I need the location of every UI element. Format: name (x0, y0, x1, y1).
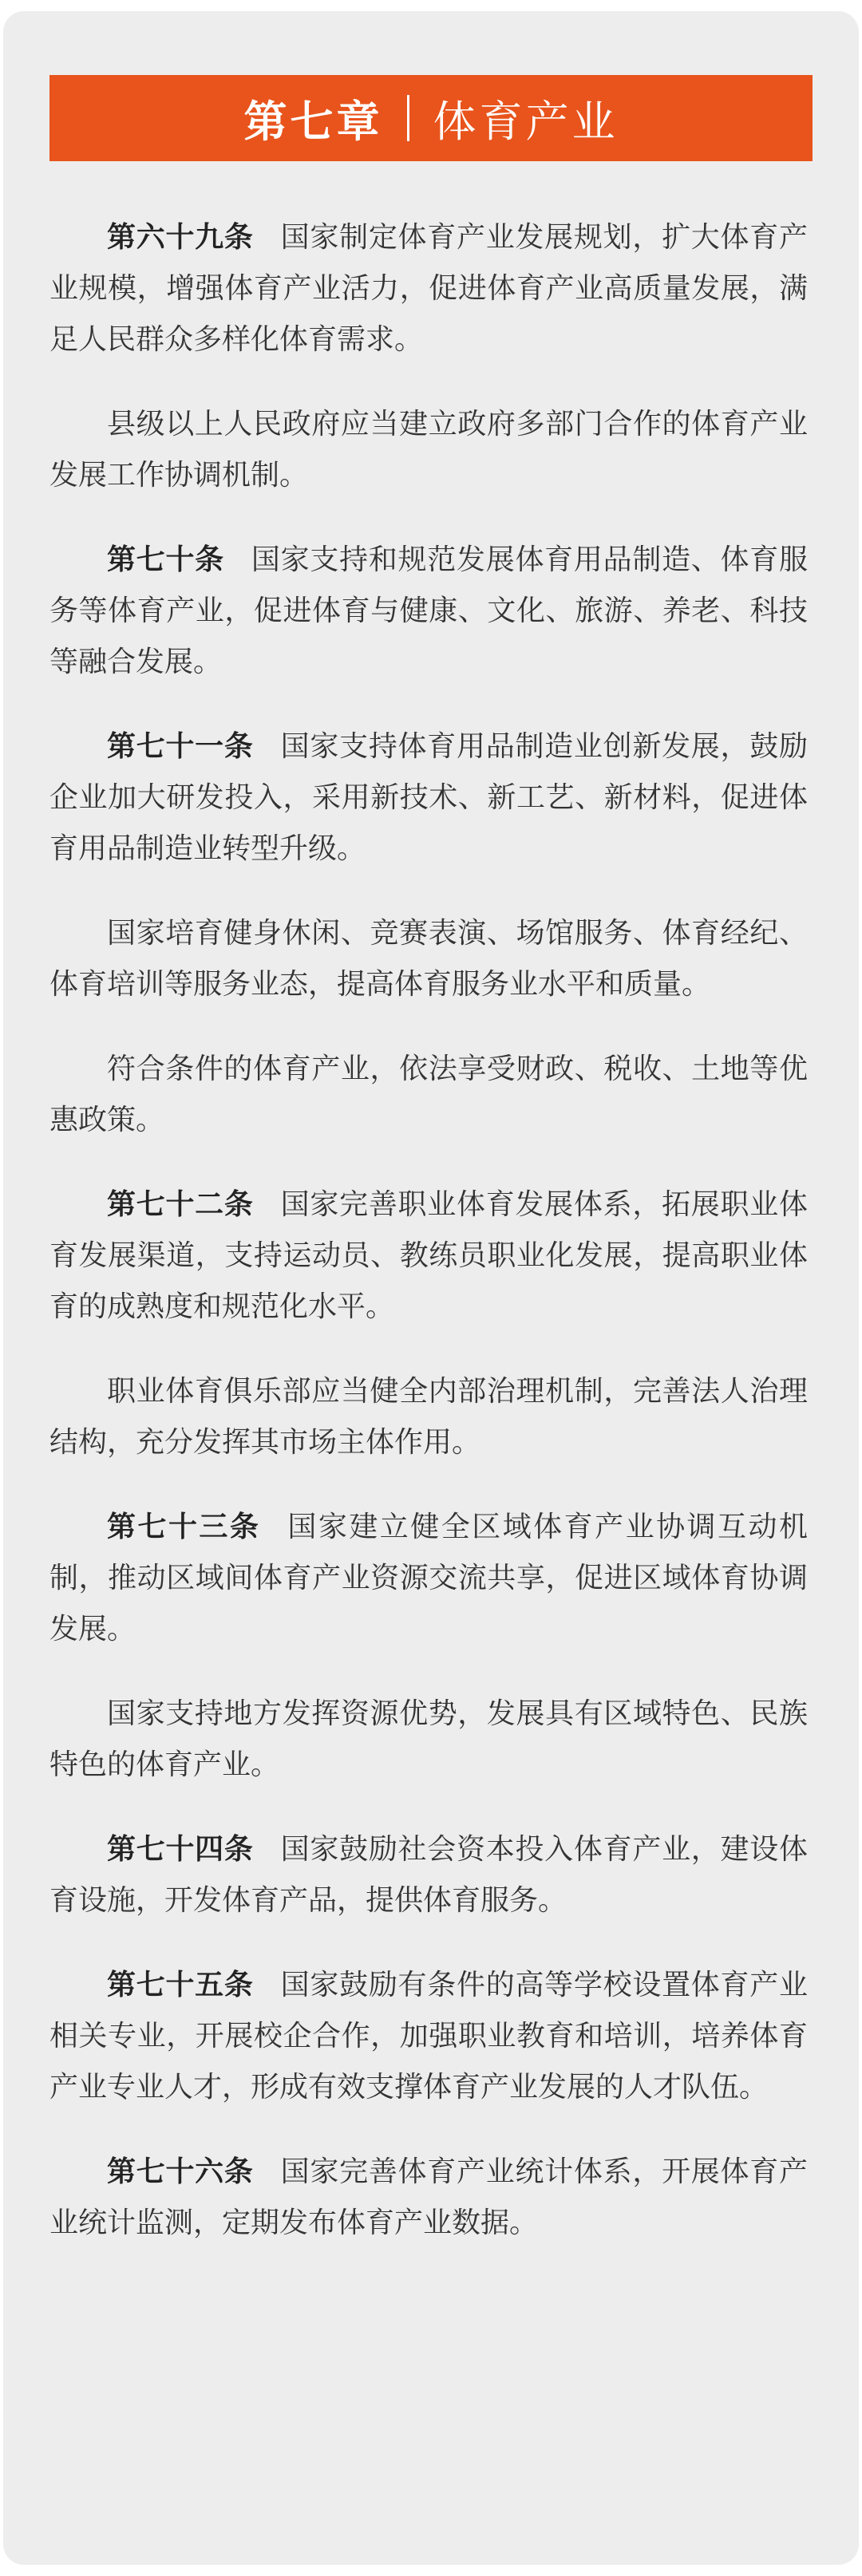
chapter-number: 第七章 (243, 96, 383, 147)
paragraph (49, 535, 808, 688)
paragraph-text: 国家制定体育产业发展规划，扩大体育产业规模，增强体育产业活力，促进体育产业高质量发展，满足人民群众多样化体育需求。 (49, 221, 808, 356)
paragraph (49, 721, 808, 875)
paragraph (49, 399, 808, 501)
paragraph (49, 1502, 808, 1655)
paragraph (49, 1366, 808, 1468)
paragraph (49, 1044, 808, 1146)
article-number: 第七十三条 (107, 1511, 261, 1543)
paragraph-text: 国家支持地方发挥资源优势，发展具有区域特色、民族特色的体育产业。 (49, 1697, 808, 1781)
paragraph (49, 1179, 808, 1333)
paragraph-text: 国家完善体育产业统计体系，开展体育产业统计监测，定期发布体育产业数据。 (49, 2155, 808, 2239)
paragraph-text: 国家建立健全区域体育产业协调互动机制，推动区域间体育产业资源交流共享，促进区域体育协调发展。 (49, 1511, 808, 1646)
chapter-title: 体育产业 (433, 96, 619, 147)
paragraph-text: 国家支持和规范发展体育用品制造、体育服务等体育产业，促进体育与健康、文化、旅游、养老、科技等融合发展。 (49, 543, 808, 678)
paragraph-text: 国家鼓励有条件的高等学校设置体育产业相关专业，开展校企合作，加强职业教育和培训，培养体育产业专业人才，形成有效支撑体育产业发展的人才队伍。 (49, 1969, 808, 2104)
paragraph (49, 1689, 808, 1791)
article-number: 第七十四条 (107, 1833, 254, 1866)
header-divider (407, 95, 409, 141)
article-number: 第七十二条 (107, 1188, 254, 1221)
paragraph (49, 212, 808, 365)
paragraph (49, 1960, 808, 2113)
paragraph-text: 国家鼓励社会资本投入体育产业，建设体育设施，开发体育产品，提供体育服务。 (49, 1833, 808, 1917)
article-number: 第六十九条 (107, 221, 254, 254)
article-number: 第七十条 (107, 543, 224, 576)
article-number: 第七十五条 (107, 1969, 254, 2001)
paragraph-text: 职业体育俱乐部应当健全内部治理机制，完善法人治理结构，充分发挥其市场主体作用。 (49, 1375, 808, 1459)
paragraph-text: 县级以上人民政府应当建立政府多部门合作的体育产业发展工作协调机制。 (49, 408, 808, 492)
chapter-header (49, 75, 813, 161)
article-number: 第七十一条 (107, 730, 254, 763)
paragraph (49, 908, 808, 1010)
article-body (49, 212, 808, 2282)
article-number: 第七十六条 (107, 2155, 254, 2188)
paragraph (49, 2147, 808, 2249)
paragraph-text: 国家支持体育用品制造业创新发展，鼓励企业加大研发投入，采用新技术、新工艺、新材料，促进体育用品制造业转型升级。 (49, 730, 808, 865)
paragraph-text: 国家完善职业体育发展体系，拓展职业体育发展渠道，支持运动员、教练员职业化发展，提高职业体育的成熟度和规范化水平。 (49, 1188, 808, 1323)
paragraph (49, 1824, 808, 1926)
paragraph-text: 符合条件的体育产业，依法享受财政、税收、土地等优惠政策。 (49, 1053, 808, 1136)
paragraph-text: 国家培育健身休闲、竞赛表演、场馆服务、体育经纪、体育培训等服务业态，提高体育服务业水平和质量。 (49, 917, 808, 1001)
